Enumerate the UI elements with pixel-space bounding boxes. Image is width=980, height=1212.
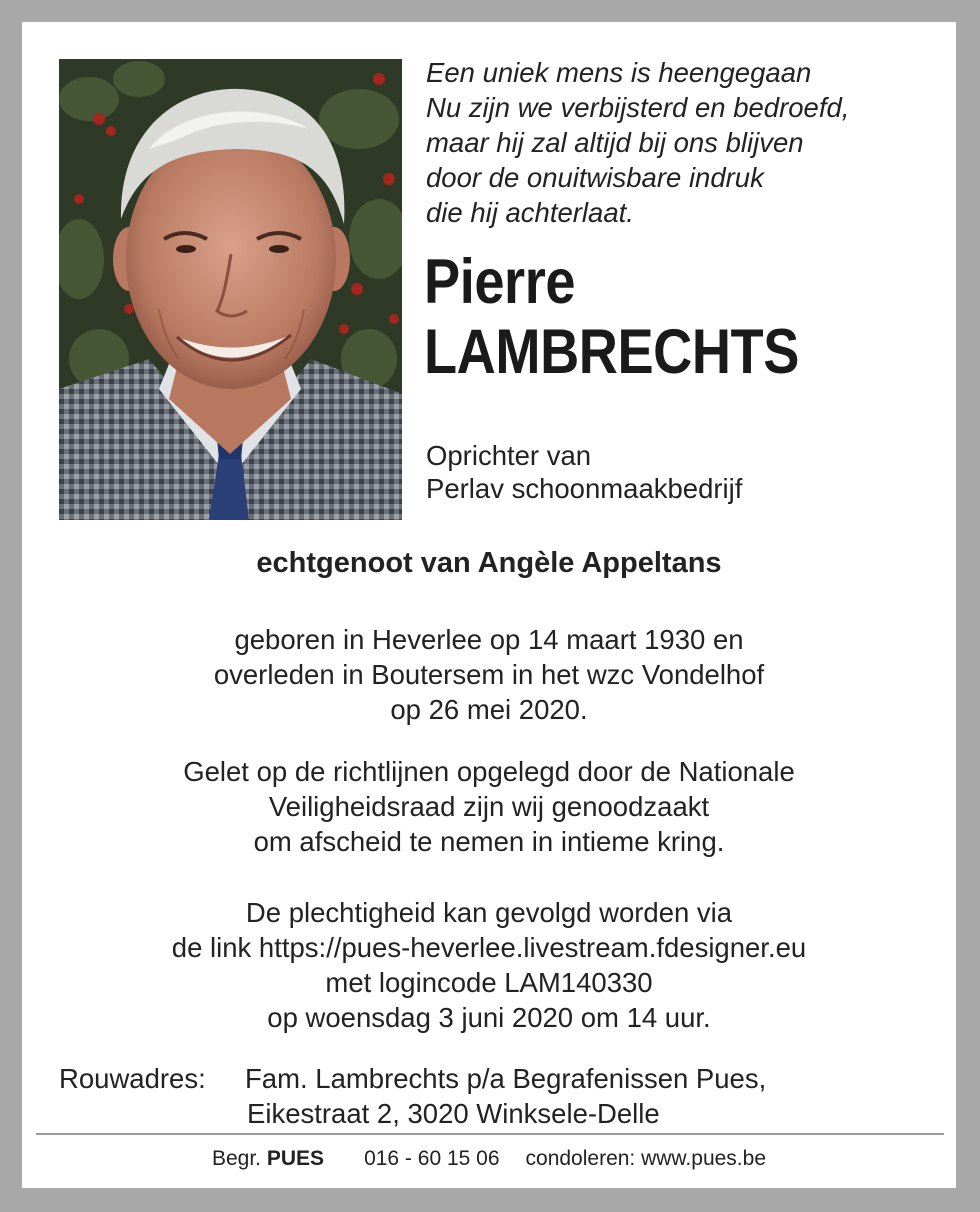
- spouse-line: [22, 546, 956, 581]
- poem-line: maar hij zal altijd bij ons blijven: [426, 127, 804, 158]
- footer-divider: [36, 1133, 944, 1135]
- livestream-line: op woensdag 3 juni 2020 om 14 uur.: [267, 1002, 711, 1033]
- address-line: Fam. Lambrechts p/a Begrafenissen Pues,: [245, 1063, 767, 1094]
- livestream-block: [22, 895, 956, 1035]
- birth-death-line: op 26 mei 2020.: [390, 694, 588, 725]
- covid-line: om afscheid te nemen in intieme kring.: [253, 826, 725, 857]
- role-line: Oprichter van: [426, 440, 592, 471]
- livestream-line: De plechtigheid kan gevolgd worden via: [245, 897, 733, 928]
- birth-death-line: overleden in Boutersem in het wzc Vondelhof: [213, 659, 765, 690]
- footer-brand: PUES: [266, 1147, 325, 1170]
- birth-death-line: geboren in Heverlee op 14 maart 1930 en: [234, 624, 744, 655]
- covid-line: Veiligheidsraad zijn wij genoodzaakt: [268, 791, 710, 822]
- obituary-card: [22, 22, 956, 1188]
- role-line: Perlav schoonmaakbedrijf: [426, 473, 743, 504]
- livestream-link-line: de link https://pues-heverlee.livestream.fdesigner.eu: [171, 932, 807, 963]
- footer-prefix: Begr.: [211, 1147, 262, 1170]
- footer-phone: 016 - 60 15 06: [364, 1147, 500, 1170]
- footer-condolences: condoleren: www.pues.be: [525, 1147, 767, 1170]
- portrait-photo: [59, 59, 402, 520]
- deceased-name: [424, 247, 799, 387]
- mourning-address: [59, 1061, 766, 1131]
- deceased-role: [426, 439, 742, 505]
- address-label: Rouwadres:: [59, 1063, 206, 1094]
- spouse-text: echtgenoot van Angèle Appeltans: [256, 547, 722, 579]
- covid-notice: [22, 754, 956, 859]
- birth-death-block: [22, 622, 956, 727]
- livestream-line: met logincode LAM140330: [325, 967, 653, 998]
- poem-line: Nu zijn we verbijsterd en bedroefd,: [426, 92, 850, 123]
- poem: [426, 55, 849, 230]
- first-name: Pierre: [424, 247, 576, 317]
- footer: [22, 1146, 956, 1172]
- poem-line: die hij achterlaat.: [426, 197, 634, 228]
- poem-line: Een uniek mens is heengegaan: [426, 57, 812, 88]
- last-name: LAMBRECHTS: [424, 317, 799, 387]
- poem-line: door de onuitwisbare indruk: [426, 162, 764, 193]
- address-line: Eikestraat 2, 3020 Winksele-Delle: [247, 1098, 660, 1129]
- covid-line: Gelet op de richtlijnen opgelegd door de Nationale: [183, 756, 795, 787]
